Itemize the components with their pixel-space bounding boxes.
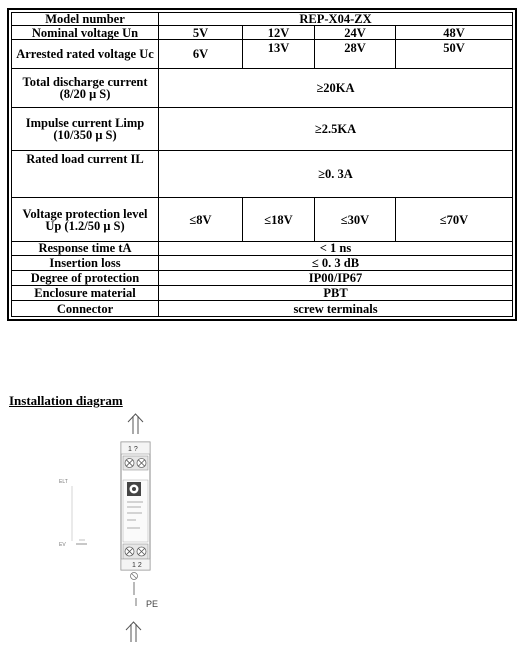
arrested-value-28v: 28V xyxy=(315,39,396,68)
impulse-current-label: Impulse current Limp (10/350 μ S) xyxy=(12,107,159,150)
row-arrested-voltage xyxy=(12,39,513,68)
arrested-value-50v: 50V xyxy=(396,39,513,68)
row-load-current xyxy=(12,151,513,198)
row-enclosure-material xyxy=(12,286,513,301)
protection-value-30v: ≤30V xyxy=(315,198,396,241)
discharge-current-value: ≥20KA xyxy=(159,68,513,107)
pe-wire xyxy=(134,582,136,606)
bottom-screw-terminal-icon xyxy=(123,544,148,559)
bottom-arrow-icon xyxy=(126,622,141,642)
connector-label: Connector xyxy=(12,301,159,317)
response-time-value: < 1 ns xyxy=(159,241,513,255)
top-arrow-icon xyxy=(128,414,143,434)
model-value: REP-X04-ZX xyxy=(159,13,513,26)
nominal-value-12v: 12V xyxy=(243,26,315,39)
impulse-current-value: ≥2.5KA xyxy=(159,107,513,150)
terminal-top-label: 1 ? xyxy=(128,446,138,453)
ground-terminal-icon xyxy=(131,573,138,580)
side-label-bottom: EV xyxy=(59,542,66,548)
model-label: Model number xyxy=(12,13,159,26)
degree-protection-label: Degree of protection xyxy=(12,270,159,285)
protection-value-18v: ≤18V xyxy=(243,198,315,241)
degree-protection-value: IP00/IP67 xyxy=(159,270,513,285)
side-label-top: ELT xyxy=(59,479,68,485)
row-insertion-loss xyxy=(12,256,513,270)
row-nominal-voltage xyxy=(12,26,513,39)
pe-label: PE xyxy=(146,599,159,609)
row-impulse-current xyxy=(12,107,513,150)
row-connector xyxy=(12,301,513,317)
row-discharge-current xyxy=(12,68,513,107)
enclosure-material-value: PBT xyxy=(159,286,513,301)
connector-value: screw terminals xyxy=(159,301,513,317)
installation-title: Installation diagram xyxy=(9,393,123,408)
installation-diagram-svg xyxy=(50,410,180,645)
protection-level-label: Voltage protection level Up (1.2/50 μ S) xyxy=(12,198,159,241)
logo-icon xyxy=(127,482,141,496)
protection-value-8v: ≤8V xyxy=(159,198,243,241)
arrested-value-13v: 13V xyxy=(243,39,315,68)
spec-table-frame xyxy=(7,8,517,321)
load-current-label: Rated load current IL xyxy=(12,151,159,198)
insertion-loss-label: Insertion loss xyxy=(12,256,159,270)
row-degree-protection xyxy=(12,270,513,285)
nominal-voltage-label: Nominal voltage Un xyxy=(12,26,159,39)
arrested-voltage-label: Arrested rated voltage Uc xyxy=(12,39,159,68)
nominal-value-24v: 24V xyxy=(315,26,396,39)
row-response-time xyxy=(12,241,513,255)
nominal-value-48v: 48V xyxy=(396,26,513,39)
row-protection-level xyxy=(12,198,513,241)
row-model xyxy=(12,13,513,26)
insertion-loss-value: ≤ 0. 3 dB xyxy=(159,256,513,270)
discharge-current-label: Total discharge current (8/20 μ S) xyxy=(12,68,159,107)
terminal-bottom-label: 1 2 xyxy=(132,562,142,569)
top-screw-terminal-icon xyxy=(123,456,148,470)
spec-table xyxy=(11,12,513,317)
load-current-value: ≥0. 3A xyxy=(159,151,513,198)
response-time-label: Response time tA xyxy=(12,241,159,255)
arrested-value-6v: 6V xyxy=(159,39,243,68)
enclosure-material-label: Enclosure material xyxy=(12,286,159,301)
installation-diagram xyxy=(50,410,180,645)
nominal-value-5v: 5V xyxy=(159,26,243,39)
protection-value-70v: ≤70V xyxy=(396,198,513,241)
